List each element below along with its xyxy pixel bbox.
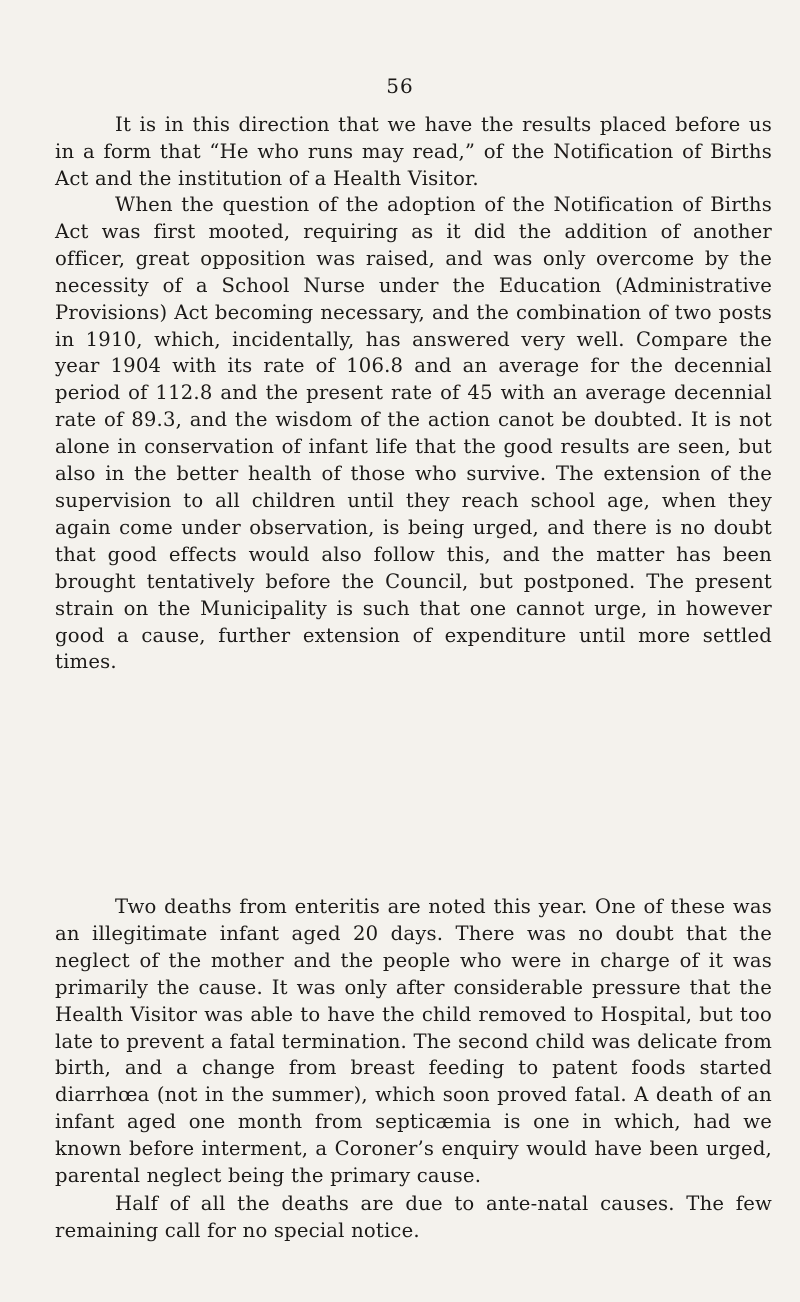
paragraph-text: When the question of the adoption of the Notification of Births Act was first mooted, requiring as it did the addition of another officer, great opposition was raised, and was only overcome by the necessity of a School Nurse under the Education (Administrative Provisions) Act becoming necessary, and the combination of two posts in 1910, which, incidentally, has answered very well. Compare the year 1904 with its rate of 106.8 and an average for the decennial period of 112.8 and the present rate of 45 with an average decennial rate of 89.3, and the wisdom of the action canot be doubted. It is not alone in conservation of infant life that the good results are seen, but also in the better health of those who survive. The extension of the supervision to all children until they reach school age, when they again come under observation, is being urged, and there is no doubt that good effects would also follow this, and the matter has been brought tentatively before the Council, but postponed. The present strain on the Municipality is such that one cannot urge, in however good a cause, further extension of expenditure until more settled times. xyxy=(55,193,772,674)
paragraph-results xyxy=(55,112,772,193)
page-number: 56 xyxy=(386,74,414,98)
paragraph-enteritis-deaths xyxy=(55,894,772,1190)
paragraph-text: Two deaths from enteritis are noted this year. One of these was an illegitimate infant aged 20 days. There was no doubt that the neglect of the mother and the people who were in charge of it was primarily the cause. It was only after considerable pressure that the Health Visitor was able to have the child removed to Hospital, but too late to prevent a fatal termination. The second child was delicate from birth, and a change from breast feeding to patent foods started diarrhœa (not in the summer), which soon proved fatal. A death of an infant aged one month from septicæmia is one in which, had we known before interment, a Coroner’s enquiry would have been urged, parental neglect being the primary cause. xyxy=(55,895,772,1188)
paragraph-notification-history xyxy=(55,192,772,676)
paragraph-ante-natal-causes xyxy=(55,1191,772,1245)
paragraph-text: Half of all the deaths are due to ante-natal causes. The few remaining call for no special notice. xyxy=(55,1192,772,1242)
paragraph-text: It is in this direction that we have the results placed before us in a form that “He who runs may read,” of the Notification of Births Act and the institution of a Health Visitor. xyxy=(55,113,772,190)
